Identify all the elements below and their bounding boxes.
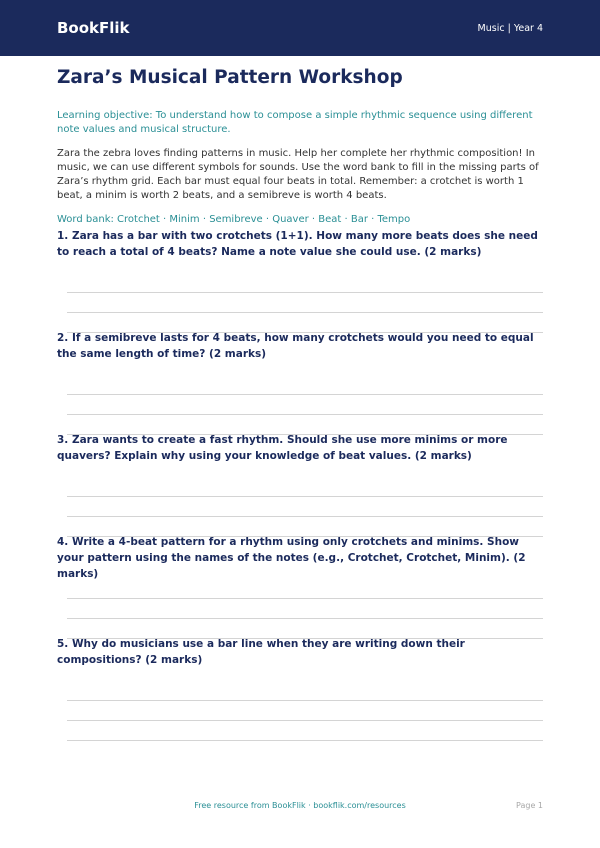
answer-line[interactable]: [67, 618, 543, 619]
answer-line[interactable]: [67, 496, 543, 497]
question-text: 3. Zara wants to create a fast rhythm. Should she use more minims or more quavers? Explain why using your knowledge of beat values. (2 marks): [57, 434, 508, 462]
question-1: [57, 228, 543, 260]
page-title: Zara’s Musical Pattern Workshop: [57, 67, 403, 88]
question-text: 5. Why do musicians use a bar line when they are writing down their compositions? (2 marks): [57, 638, 465, 666]
question-3: [57, 432, 543, 464]
footer-credit-link[interactable]: Free resource from BookFlik · bookflik.com/resources: [194, 801, 406, 810]
question-2: [57, 330, 543, 362]
answer-line[interactable]: [67, 598, 543, 599]
answer-line[interactable]: [67, 312, 543, 313]
question-5: [57, 636, 543, 668]
answer-line[interactable]: [67, 394, 543, 395]
learning-objective: Learning objective: To understand how to compose a simple rhythmic sequence using different note values and musical structure.: [57, 110, 533, 136]
question-text: 4. Write a 4-beat pattern for a rhythm using only crotchets and minims. Show your pattern using the names of the notes (e.g., Crotchet, Crotchet, Minim). (2 marks): [57, 536, 526, 580]
question-text: 2. If a semibreve lasts for 4 beats, how many crotchets would you need to equal the same length of time? (2 marks): [57, 332, 534, 360]
brand-logo[interactable]: BookFlik: [57, 19, 130, 37]
answer-line[interactable]: [67, 700, 543, 701]
answer-line[interactable]: [67, 720, 543, 721]
page-number: Page 1: [516, 801, 543, 810]
answer-line[interactable]: [67, 414, 543, 415]
question-text: 1. Zara has a bar with two crotchets (1+1). How many more beats does she need to reach a total of 4 beats? Name a note value she could use. (2 marks): [57, 230, 538, 258]
question-4: [57, 534, 543, 582]
worksheet-intro: [0, 67, 600, 227]
intro-paragraph: Zara the zebra loves finding patterns in music. Help her complete her rhythmic composition! In music, we can use different symbols for sounds. Use the word bank to fill in the missing parts of Zara’s rhythm grid. Each bar must equal four beats in total. Remember: a crotchet is worth 1 beat, a minim is worth 2 beats, and a semibreve is worth 4 beats.: [57, 148, 539, 202]
header-bar: [0, 0, 600, 56]
answer-line[interactable]: [67, 292, 543, 293]
answer-line[interactable]: [67, 516, 543, 517]
answer-line[interactable]: [67, 740, 543, 741]
word-bank: Word bank: Crotchet · Minim · Semibreve · Quaver · Beat · Bar · Tempo: [57, 214, 411, 226]
page-footer: [0, 801, 600, 815]
subject-year-label: Music | Year 4: [477, 22, 543, 34]
